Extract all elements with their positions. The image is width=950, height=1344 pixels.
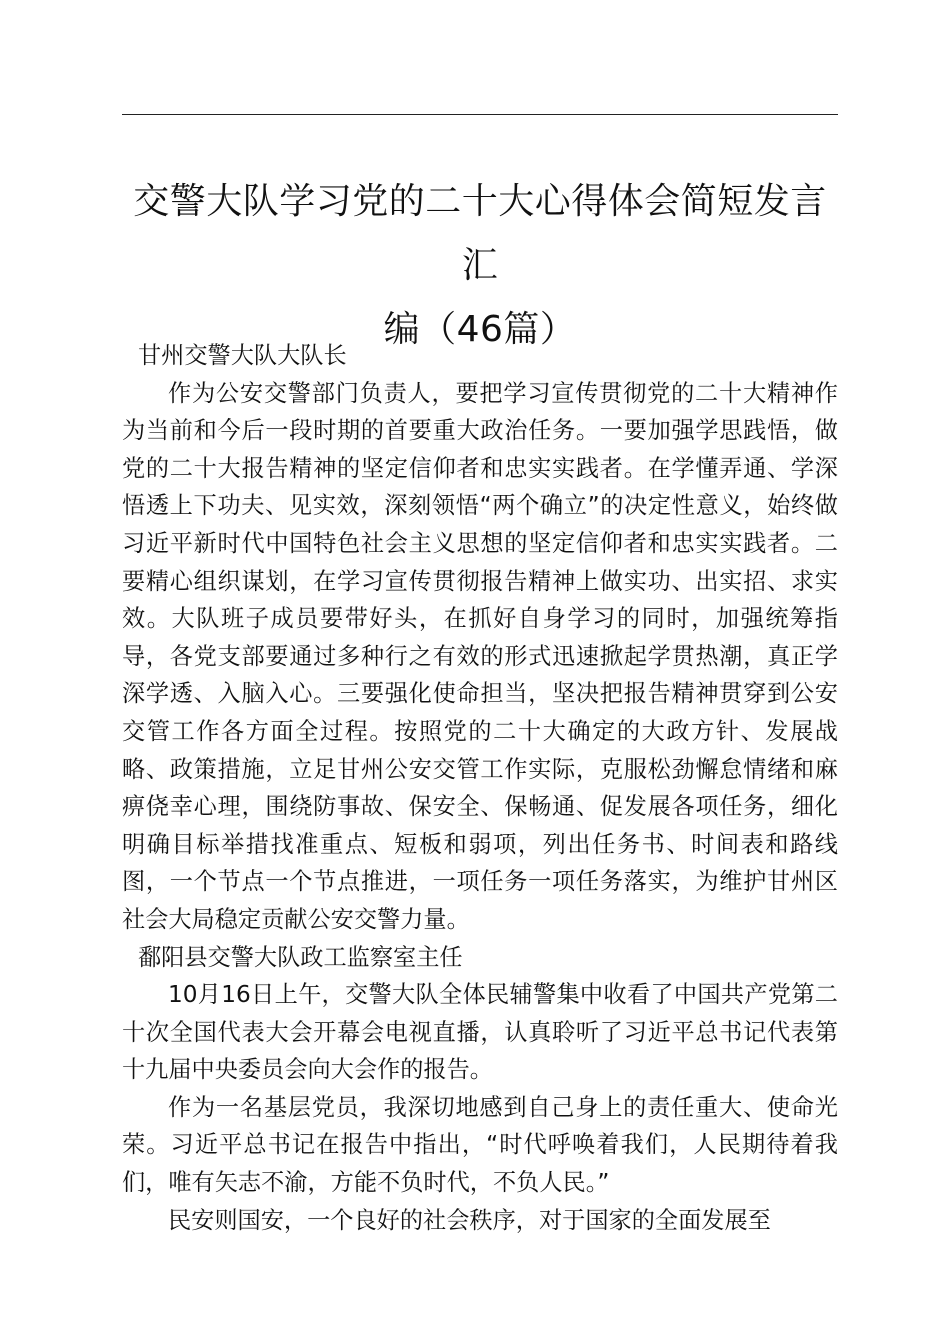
title-line-1: 交警大队学习党的二十大心得体会简短发言汇 <box>133 181 827 286</box>
header-rule <box>122 114 838 115</box>
body-paragraph: 作为公安交警部门负责人，要把学习宣传贯彻党的二十大精神作为当前和今后一段时期的首要重大政治任务。一要加强学思践悟，做党的二十大报告精神的坚定信仰者和忠实实践者。在学懂弄通、学深悟透上下功夫、见实效，深刻领悟“两个确立”的决定性意义，始终做习近平新时代中国特色社会主义思想的坚定信仰者和忠实实践者。二要精心组织谋划，在学习宣传贯彻报告精神上做实功、出实招、求实效。大队班子成员要带好头，在抓好自身学习的同时，加强统筹指导，各党支部要通过多种行之有效的形式迅速掀起学贯热潮，真正学深学透、入脑入心。三要强化使命担当，坚决把报告精神贯穿到公安交管工作各方面全过程。按照党的二十大确定的大政方针、发展战略、政策措施，立足甘州公安交管工作实际，克服松劲懈怠情绪和麻痹侥幸心理，围绕防事故、保安全、保畅通、促发展各项任务，细化明确目标举措找准重点、短板和弱项，列出任务书、时间表和路线图，一个节点一个节点推进，一项任务一项任务落实，为维护甘州区社会大局稳定贡献公安交警力量。 <box>122 379 838 933</box>
document-body <box>122 337 838 1239</box>
body-paragraph: 作为一名基层党员，我深切地感到自己身上的责任重大、使命光荣。习近平总书记在报告中指出，“时代呼唤着我们，人民期待着我们，唯有矢志不渝，方能不负时代，不负人民。” <box>122 1093 838 1197</box>
speaker-name: 鄱阳县交警大队政工监察室主任 <box>138 943 463 971</box>
document-title <box>122 170 838 362</box>
body-paragraph: 10月16日上午，交警大队全体民辅警集中收看了中国共产党第二十次全国代表大会开幕会电视直播，认真聆听了习近平总书记代表第十九届中央委员会向大会作的报告。 <box>122 981 838 1084</box>
speaker-name: 甘州交警大队大队长 <box>138 342 347 369</box>
title-line-2: 编（46篇） <box>383 309 577 350</box>
body-paragraph: 民安则国安，一个良好的社会秩序，对于国家的全面发展至 <box>168 1206 771 1234</box>
